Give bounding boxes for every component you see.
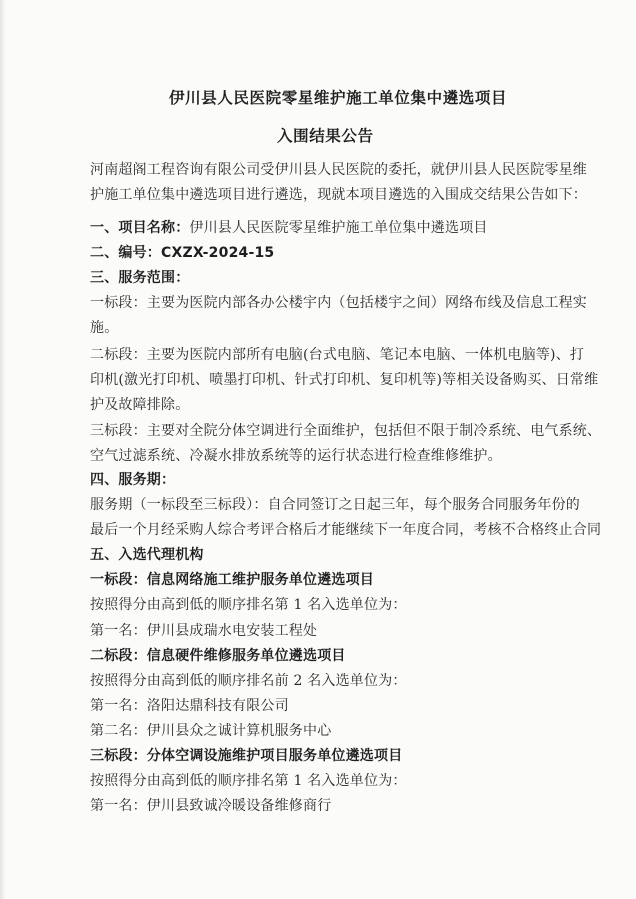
- lot1-rule: 按照得分由高到低的顺序排名第 1 名入选单位为：: [90, 597, 407, 613]
- scope-lot2-line-2: 印机(激光打印机、喷墨打印机、针式打印机、复印机等)等相关设备购买、日常维: [90, 372, 599, 388]
- item2-line: [90, 243, 274, 263]
- intro-line-1: 河南超阁工程咨询有限公司受伊川县人民医院的委托，就伊川县人民医院零星维: [90, 162, 587, 178]
- scope-lot3-line-1: 三标段：主要对全院分体空调进行全面维护，包括但不限于制冷系统、电气系统、: [90, 423, 602, 439]
- lot3-rule: 按照得分由高到低的顺序排名第 1 名入选单位为：: [90, 773, 407, 789]
- lot2-winner-2: 第二名：伊川县众之诚计算机服务中心: [90, 723, 332, 739]
- lot2-winner-1: 第一名：洛阳达鼎科技有限公司: [90, 698, 289, 714]
- item4-heading: 四、服务期：: [90, 472, 176, 488]
- item1-value: 伊川县人民医院零星维护施工单位集中遴选项目: [189, 220, 488, 236]
- scope-lot1-line-1: 一标段：主要为医院内部各办公楼宇内（包括楼宇之间）网络布线及信息工程实: [90, 295, 587, 311]
- scope-lot3-line-2: 空气过滤系统、冷凝水排放系统等的运行状态进行检查维修维护。: [90, 448, 502, 464]
- scope-lot2-line-1: 二标段：主要为医院内部所有电脑(台式电脑、笔记本电脑、一体机电脑等)、打: [90, 347, 585, 363]
- scan-shadow-edge: [0, 0, 6, 899]
- document-title-line1: 伊川县人民医院零星维护施工单位集中遴选项目: [169, 89, 508, 107]
- period-line-2: 最后一个月经采购人综合考评合格后才能继续下一年度合同，考核不合格终止合同: [90, 522, 602, 538]
- document-title-line2: 入围结果公告: [277, 127, 374, 145]
- lot1-winner-1: 第一名：伊川县成瑞水电安装工程处: [90, 623, 318, 639]
- lot3-winner-1: 第一名：伊川县致诚冷暖设备维修商行: [90, 798, 332, 814]
- intro-line-2: 护施工单位集中遴选项目进行遴选，现就本项目遴选的入围成交结果公告如下：: [90, 187, 587, 203]
- scope-lot2-line-3: 护及故障排除。: [90, 397, 190, 413]
- period-line-1: 服务期（一标段至三标段）：自合同签订之日起三年，每个服务合同服务年份的: [90, 497, 580, 513]
- item2-value: CXZX-2024-15: [161, 245, 275, 261]
- item1-label: 一、项目名称：: [90, 220, 190, 236]
- item2-label: 二、编号：: [90, 245, 161, 261]
- lot1-heading: 一标段：信息网络施工维护服务单位遴选项目: [90, 572, 374, 588]
- scope-lot1-line-2: 施。: [90, 320, 119, 336]
- item1-line: [90, 218, 488, 238]
- lot3-heading: 三标段：分体空调设施维护项目服务单位遴选项目: [90, 748, 403, 764]
- item3-heading: 三、服务范围：: [90, 270, 190, 286]
- lot2-rule: 按照得分由高到低的顺序排名前 2 名入选单位为：: [90, 673, 407, 689]
- lot2-heading: 二标段：信息硬件维修服务单位遴选项目: [90, 648, 346, 664]
- item5-heading: 五、入选代理机构: [90, 547, 204, 563]
